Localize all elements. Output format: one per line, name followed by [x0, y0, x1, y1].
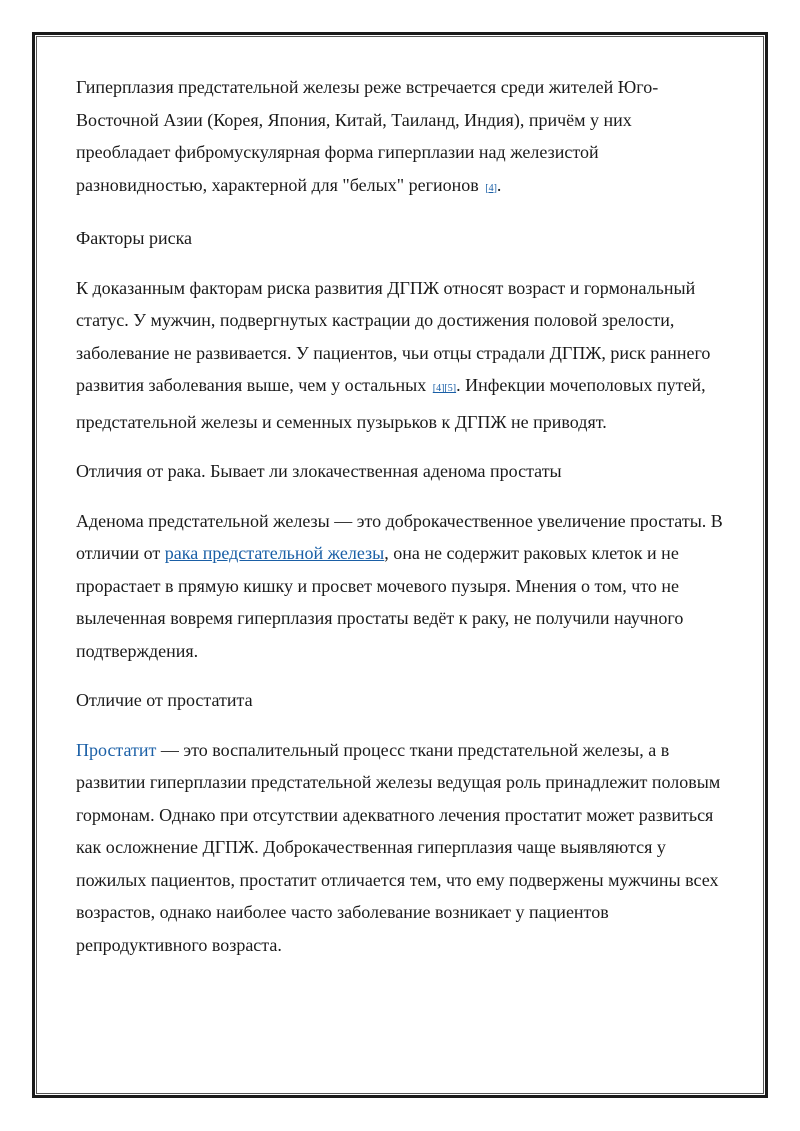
reference-link-4[interactable]: [4] — [485, 182, 497, 194]
paragraph-text-end: . Инфекции мочеполовых путей, предстательной железы и семенных пузырьков к ДГПЖ не приводят. — [76, 375, 706, 432]
paragraph-text: Аденома предстательной железы — это доброкачественное увеличение простаты. В отличии от — [76, 510, 723, 563]
paragraph-text: Гиперплазия предстательной железы реже встречается среди жителей Юго-Восточной Азии (Корея, Япония, Китай, Таиланд, Индия), причём у них преобладает фибромускулярная форма гиперплазии над железистой разновидностью, характерной для "белых" регионов — [76, 77, 659, 195]
paragraph-prostatitis — [76, 734, 726, 962]
paragraph-text-end: — это воспалительный процесс ткани предстательной железы, а в развитии гиперплазии предстательной железы ведущая роль принадлежит половым гормонам. Однако при отсутствии адекватного лечения простатит может развиться как осложнение ДГПЖ. Доброкачественная гиперплазия чаще выявляются у пожилых пациентов, простатит отличается тем, что ему подвержены мужчины всех возрастов, однако наиболее часто заболевание возникает у пациентов репродуктивного возраста. — [76, 739, 721, 955]
prostate-cancer-link[interactable]: рака предстательной железы — [164, 543, 385, 563]
document-body — [76, 71, 726, 978]
paragraph-text: К доказанным факторам риска развития ДГПЖ относят возраст и гормональный статус. У мужчин, подвергнутых кастрации до достижения половой зрелости, заболевание не развивается. У пациентов, чьи отцы страдали ДГПЖ, риск раннего развития заболевания выше, чем у остальных — [76, 277, 711, 395]
section-heading-cancer-difference: Отличия от рака. Бывает ли злокачественная аденома простаты — [76, 461, 562, 481]
paragraph-asia-prevalence — [76, 71, 726, 205]
section-heading-risk-factors: Факторы риска — [76, 228, 193, 248]
paragraph-cancer-difference — [76, 505, 726, 668]
paragraph-text-end: , она не содержит раковых клеток и не прорастает в прямую кишку и просвет мочевого пузыря. Мнения о том, что не вылеченная вовремя гиперплазия простаты ведёт к раку, не получили научного подтверждения. — [76, 543, 684, 661]
reference-link-4-5[interactable]: [4][5] — [432, 383, 457, 394]
paragraph-risk-factors — [76, 272, 726, 439]
prostatitis-link[interactable]: Простатит — [76, 739, 157, 760]
section-heading-prostatitis-difference: Отличие от простатита — [76, 690, 253, 710]
paragraph-text-end: . — [496, 174, 502, 195]
